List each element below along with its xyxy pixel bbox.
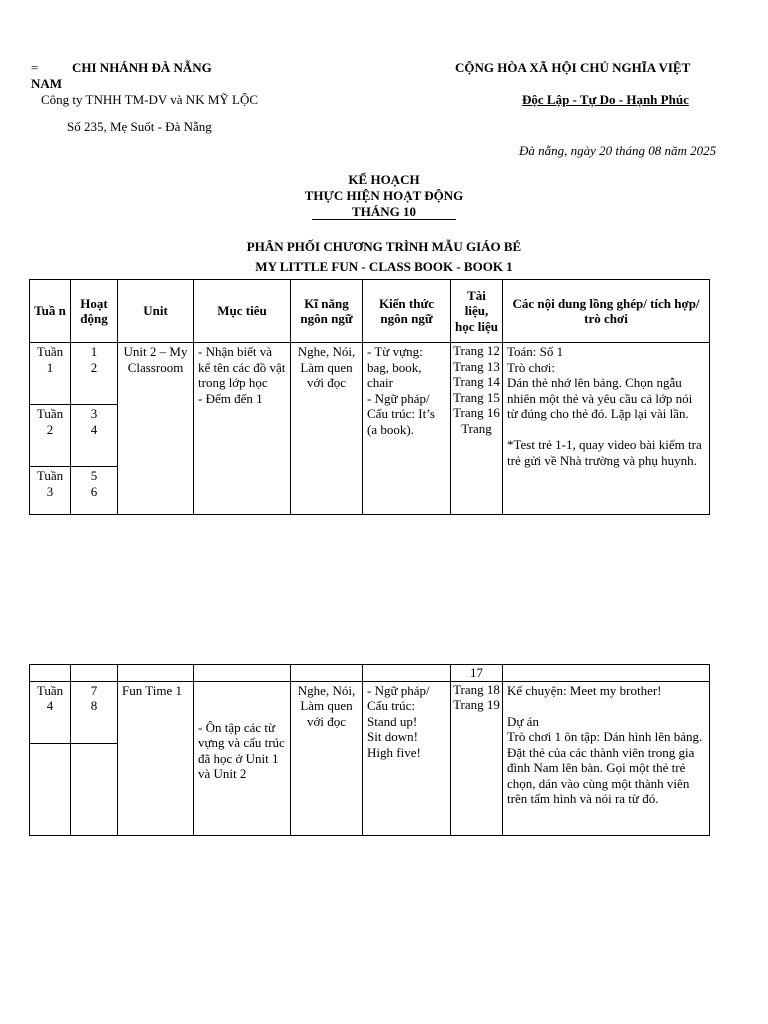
company-name: Công ty TNHH TM-DV và NK MỸ LỘC (41, 92, 259, 107)
plan-subtitle: THỰC HIỆN HOẠT ĐỘNG (304, 188, 464, 203)
plan-title: KẾ HOẠCH (348, 172, 420, 187)
header-material: Tài liệu, học liệu (451, 280, 503, 343)
plan-month: THÁNG 10 (352, 204, 416, 219)
republic-heading: CỘNG HÒA XÃ HỘI CHỦ NGHĨA VIỆT (455, 60, 691, 75)
knowledge-cell-2: - Ngữ pháp/ Cấu trúc: Stand up! Sit down! High five! (363, 681, 451, 835)
empty-cell (71, 743, 118, 835)
table-row-carry (30, 665, 710, 682)
material-cell: Trang 12 Trang 13 Trang 14 Trang 15 Trang 16 Trang (451, 343, 503, 515)
empty-cell (30, 743, 71, 835)
empty-cell (118, 665, 194, 682)
table-row (30, 681, 710, 743)
empty-cell (30, 665, 71, 682)
document-date: Đà nẵng, ngày 20 tháng 08 năm 2025 (519, 143, 717, 158)
activity-1-2: 1 2 (71, 343, 118, 405)
empty-cell (71, 665, 118, 682)
national-motto: Độc Lập - Tự Do - Hạnh Phúc (522, 92, 689, 107)
empty-cell (291, 665, 363, 682)
header-goal: Mục tiêu (194, 280, 291, 343)
empty-cell (363, 665, 451, 682)
header-week: Tuầ n (30, 280, 71, 343)
header-skill: Kĩ năng ngôn ngữ (291, 280, 363, 343)
skill-cell: Nghe, Nói, Làm quen với đọc (291, 343, 363, 515)
week-3: Tuần 3 (30, 467, 71, 515)
content-cell-2: Kể chuyện: Meet my brother! Dự án Trò chơi 1 ôn tập: Dán hình lên bảng. Đặt thẻ của các thành viên trong gia đình Nam lên bàn. Gọi một thẻ trẻ chọn, dán vào cùng một thành viên trên tấm hình và nói ra từ đó. (503, 681, 710, 835)
week-2: Tuần 2 (30, 405, 71, 467)
plan-table-part2 (29, 664, 710, 836)
header-unit: Unit (118, 280, 194, 343)
eq-sign: = (31, 60, 39, 75)
republic-heading-cont: NAM (31, 76, 63, 91)
program-title: PHÂN PHỐI CHƯƠNG TRÌNH MẪU GIÁO BÉ (246, 239, 522, 254)
book-title: MY LITTLE FUN - CLASS BOOK - BOOK 1 (255, 259, 513, 274)
table-row (30, 343, 710, 405)
table-header-row (30, 280, 710, 343)
unit-cell-2: Fun Time 1 (118, 681, 194, 835)
header-content: Các nội dung lồng ghép/ tích hợp/ trò chơi (503, 280, 710, 343)
content-cell: Toán: Số 1 Trò chơi: Dán thẻ nhớ lên bảng. Chọn ngẫu nhiên một thẻ và yêu cầu cả lớp nói từ đúng cho thẻ đó. Lặp lại vài lần. *Test trẻ 1-1, quay video bài kiểm tra trẻ gửi về Nhà trường và phụ huynh. (503, 343, 710, 515)
week-1: Tuần 1 (30, 343, 71, 405)
activity-5-6: 5 6 (71, 467, 118, 515)
skill-cell-2: Nghe, Nói, Làm quen với đọc (291, 681, 363, 835)
empty-cell (194, 665, 291, 682)
unit-cell: Unit 2 – My Classroom (118, 343, 194, 515)
activity-3-4: 3 4 (71, 405, 118, 467)
material-cell-2: Trang 18 Trang 19 (451, 681, 503, 835)
plan-table-part1 (29, 279, 710, 515)
empty-cell (503, 665, 710, 682)
header-activity: Hoạt động (71, 280, 118, 343)
header-knowledge: Kiến thức ngôn ngữ (363, 280, 451, 343)
knowledge-cell: - Từ vựng: bag, book, chair - Ngữ pháp/ Cấu trúc: It’s (a book). (363, 343, 451, 515)
goal-cell: - Nhận biết và kể tên các đồ vật trong lớp học - Đếm đến 1 (194, 343, 291, 515)
company-address: Số 235, Mẹ Suốt - Đà Nẵng (67, 119, 212, 134)
material-carry: 17 (451, 665, 503, 682)
branch-name: CHI NHÁNH ĐÀ NẴNG (72, 60, 212, 75)
week-4: Tuần 4 (30, 681, 71, 743)
activity-7-8: 7 8 (71, 681, 118, 743)
title-underline (312, 219, 456, 220)
goal-cell-2: - Ôn tập các từ vựng và cấu trúc đã học ở Unit 1 và Unit 2 (194, 681, 291, 835)
